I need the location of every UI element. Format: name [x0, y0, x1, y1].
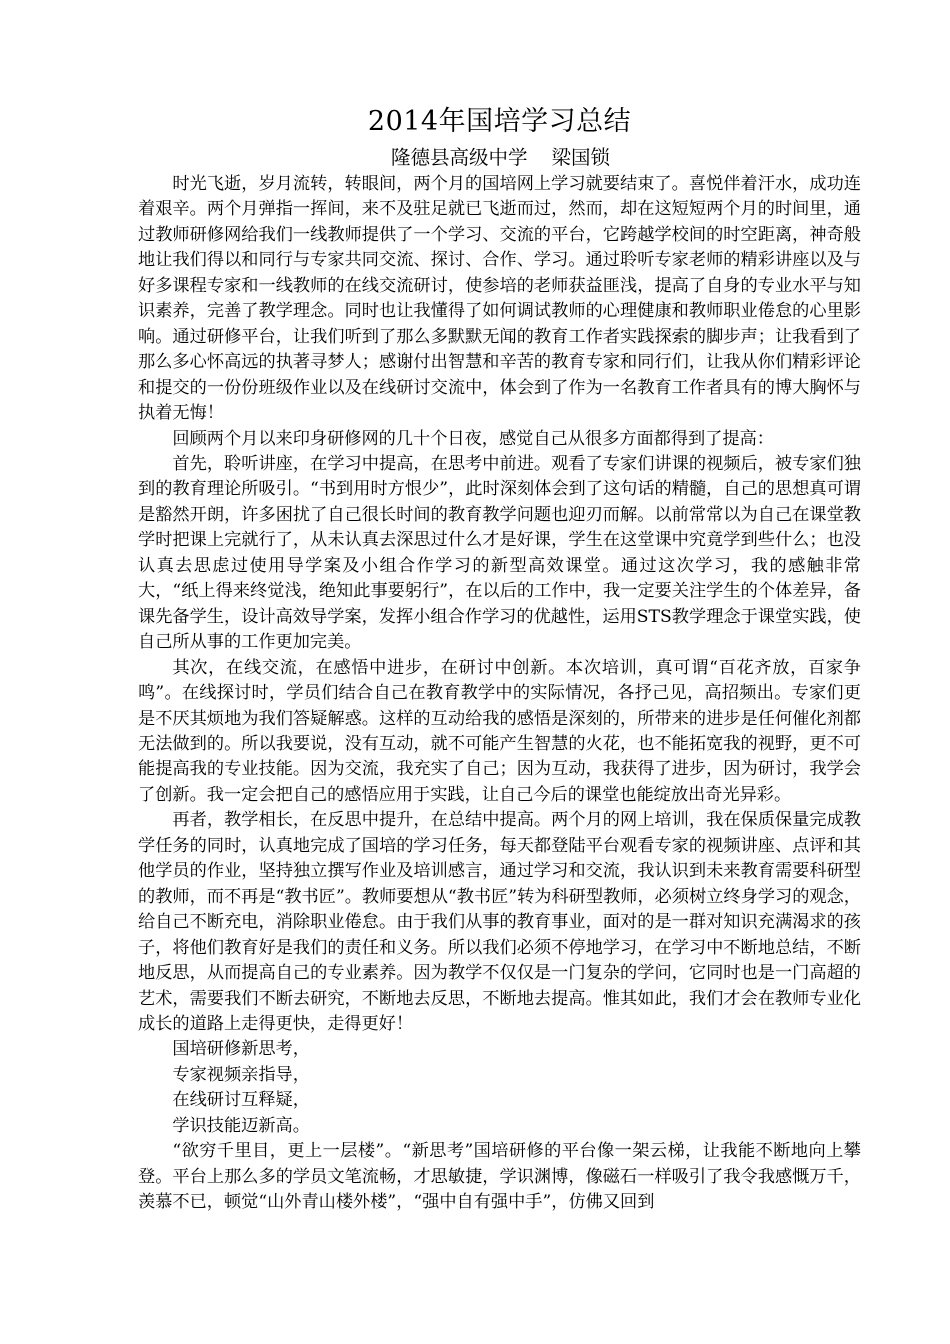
paragraph-second: 其次，在线交流，在感悟中进步，在研讨中创新。本次培训，真可谓“百花齐放，百家争鸣”。在线探讨时，学员们结合自己在教育教学中的实际情况，各抒己见，高招频出。专家们更是不厌其烦地为我们答疑解惑。这样的互动给我的感悟是深刻的，所带来的进步是任何催化剂都无法做到的。所以我要说，没有互动，就不可能产生智慧的火花，也不能拓宽我的视野，更不可能提高我的专业技能。因为交流，我充实了自己；因为互动，我获得了进步，因为研讨，我学会了创新。我一定会把自己的感悟应用于实践，让自己今后的课堂也能绽放出奇光异彩。 — [138, 657, 861, 805]
verse-line: 国培研修新思考， — [172, 1039, 310, 1060]
author-line — [140, 144, 861, 172]
paragraph-review: 回顾两个月以来印身研修网的几十个日夜，感觉自己从很多方面都得到了提高： — [172, 428, 774, 449]
verse-line: 专家视频亲指导， — [172, 1064, 310, 1085]
paragraph-intro: 时光飞逝，岁月流转，转眼间，两个月的国培网上学习就要结束了。喜悦伴着汗水，成功连着艰辛。两个月弹指一挥间，来不及驻足就已飞逝而过，然而，却在这短短两个月的时间里，通过教师研修网给我们一线教师提供了一个学习、交流的平台，它跨越学校间的时空距离，神奇般地让我们得以和同行与专家共同交流、探讨、合作、学习。通过聆听专家老师的精彩讲座以及与好多课程专家和一线教师的在线交流研讨，使参培的老师获益匪浅，提高了自身的专业水平与知识素养，完善了教学理念。同时也让我懂得了如何调试教师的心理健康和教师职业倦怠的心里影响。通过研修平台，让我们听到了那么多默默无闻的教育工作者实践探索的脚步声；让我看到了那么多心怀高远的执著寻梦人；感谢付出智慧和辛苦的教育专家和同行们，让我从你们精彩评论和提交的一份份班级作业以及在线研讨交流中，体会到了作为一名教育工作者具有的博大胸怀与执着无悔！ — [138, 174, 861, 424]
verse-line: 在线研讨互释疑， — [172, 1090, 310, 1111]
verse-line: 学识技能迈新高。 — [172, 1115, 310, 1136]
document-page — [138, 100, 861, 1216]
paragraph-third: 再者，教学相长，在反思中提升，在总结中提高。两个月的网上培训，我在保质保量完成教学任务的同时，认真地完成了国培的学习任务，每天都登陆平台观看专家的视频讲座、点评和其他学员的作业，坚持独立撰写作业及培训感言，通过学习和交流，我认识到未来教育需要科研型的教师，而不再是“教书匠”。教师要想从“教书匠”转为科研型教师，必须树立终身学习的观念，给自己不断充电，消除职业倦怠。由于我们从事的教育事业，面对的是一群对知识充满渴求的孩子，将他们教育好是我们的责任和义务。所以我们必须不停地学习，在学习中不断地总结，不断地反思，从而提高自己的专业素养。因为教学不仅仅是一门复杂的学问，它同时也是一门高超的艺术，需要我们不断去研究，不断地去反思，不断地去提高。惟其如此，我们才会在教师专业化成长的道路上走得更快，走得更好！ — [138, 810, 861, 1034]
author-school: 隆德县高级中学 — [390, 146, 528, 169]
paragraph-first: 首先，聆听讲座，在学习中提高，在思考中前进。观看了专家们讲课的视频后，被专家们独到的教育理论所吸引。“书到用时方恨少”，此时深刻体会到了这句话的精髓，自己的思想真可谓是豁然开朗，许多困扰了自己很长时间的教育教学问题也迎刃而解。以前常常以为自己在课堂教学时把课上完就行了，从未认真去深思过什么才是好课，学生在这堂课中究竟学到些什么；也没认真去思虑过使用导学案及小组合作学习的新型高效课堂。通过这次学习，我的感触非常大，“纸上得来终觉浅，绝知此事要躬行”，在以后的工作中，我一定要关注学生的个体差异，备课先备学生，设计高效导学案，发挥小组合作学习的优越性，运用STS教学理念于课堂实践，使自己所从事的工作更加完美。 — [138, 453, 861, 653]
paragraph-closing: “欲穷千里目，更上一层楼”。“新思考”国培研修的平台像一架云梯，让我能不断地向上攀登。平台上那么多的学员文笔流畅，才思敏捷，学识渊博，像磁石一样吸引了我令我感慨万千，羡慕不已，顿觉“山外青山楼外楼”，“强中自有强中手”，仿佛又回到 — [138, 1141, 861, 1213]
author-name: 梁国锁 — [551, 146, 611, 169]
document-title: 2014年国培学习总结 — [367, 106, 632, 137]
